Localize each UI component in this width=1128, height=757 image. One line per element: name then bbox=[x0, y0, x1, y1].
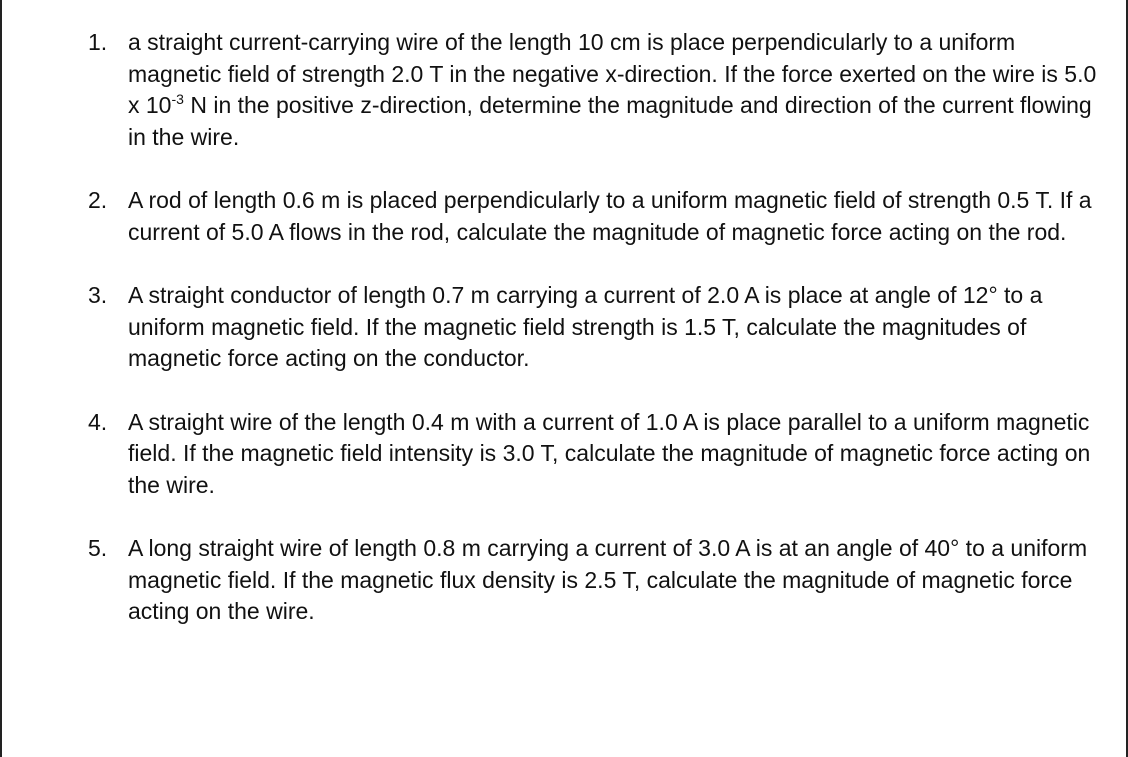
problem-text-part: a straight current-carrying wire of the length 10 cm is place perpendicularly to a uniform magnetic field of strength 2.0 T in the negative x-direction. If the force exerted on the wire is 5.0 x 10 bbox=[128, 29, 1097, 118]
problem-number: 5. bbox=[88, 535, 108, 561]
problem-3 bbox=[2, 280, 1128, 375]
problem-text: A straight wire of the length 0.4 m with a current of 1.0 A is place parallel to a uniform magnetic field. If the magnetic field intensity is 3.0 T, calculate the magnitude of magnetic force acting on the wire. bbox=[128, 408, 1091, 498]
problem-text: A long straight wire of length 0.8 m carrying a current of 3.0 A is at an angle of 40° to a uniform magnetic field. If the magnetic flux density is 2.5 T, calculate the magnitude of magnetic force acting on the wire. bbox=[128, 535, 1088, 624]
problem-number: 2. bbox=[88, 187, 108, 213]
problem-1 bbox=[2, 27, 1128, 153]
problem-number: 4. bbox=[88, 408, 108, 435]
problem-text bbox=[128, 27, 1100, 153]
problem-5 bbox=[2, 533, 1128, 628]
problem-list bbox=[2, 27, 1128, 660]
problem-text: A straight conductor of length 0.7 m carrying a current of 2.0 A is place at angle of 12° to a uniform magnetic field. If the magnetic field strength is 1.5 T, calculate the magnitudes of magnetic force acting on the conductor. bbox=[128, 282, 1043, 371]
exponent: -3 bbox=[171, 91, 184, 107]
problem-number: 1. bbox=[88, 29, 108, 55]
problem-2 bbox=[2, 185, 1128, 248]
problem-number: 3. bbox=[88, 282, 108, 308]
problem-text-part: N in the positive z-direction, determine the magnitude and direction of the current flowing in the wire. bbox=[128, 92, 1092, 150]
problem-4 bbox=[2, 407, 1128, 502]
problem-text: A rod of length 0.6 m is placed perpendicularly to a uniform magnetic field of strength 0.5 T. If a current of 5.0 A flows in the rod, calculate the magnitude of magnetic force acting on the rod. bbox=[128, 187, 1092, 245]
